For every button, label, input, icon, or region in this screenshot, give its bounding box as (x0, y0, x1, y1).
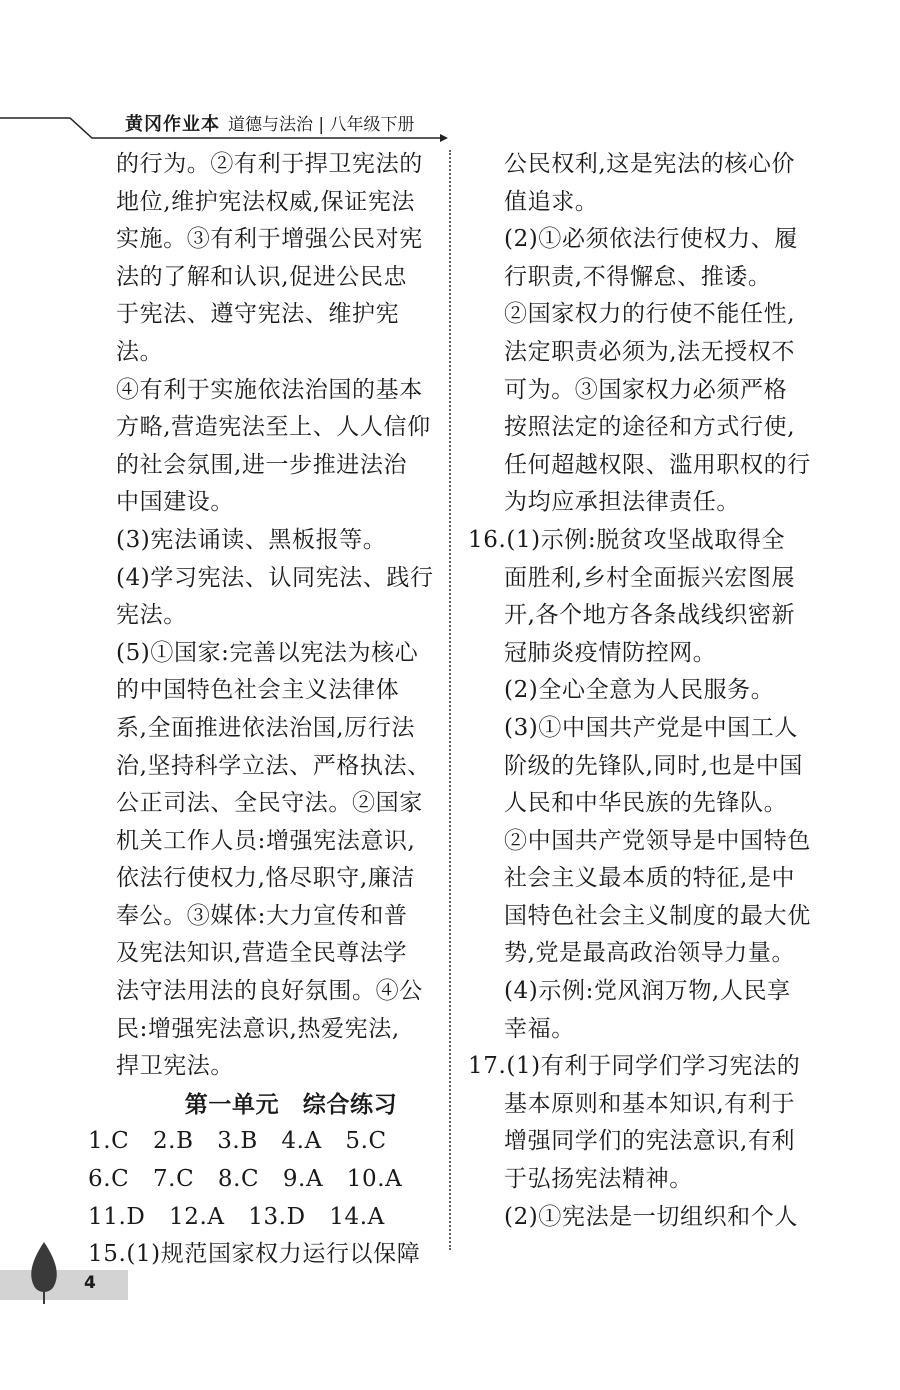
book-series-title: 黄冈作业本 (125, 114, 220, 135)
column-divider (449, 150, 451, 1250)
text-line: 依法行使权力,恪尽职守,廉洁 (116, 865, 416, 892)
text-line: 公民权利,这是宪法的核心价 (504, 151, 796, 177)
text-line: 法守法用法的良好氛围。④公 (116, 978, 423, 1005)
text-line: 值追求。 (504, 188, 599, 215)
page-number: 4 (84, 1273, 96, 1293)
text-line: ②国家权力的行使不能任性, (504, 301, 796, 328)
text-line: 法的了解和认识,促进公民忠 (116, 263, 408, 290)
text-line: 可为。③国家权力必须严格 (504, 376, 788, 403)
text-line: 增强同学们的宪法意识,有利 (504, 1128, 796, 1155)
text-line: 方略,营造宪法至上、人人信仰 (116, 414, 431, 441)
text-line: (5)①国家:完善以宪法为核心 (116, 639, 419, 666)
answer-line: 11.D 12.A 13.D 14.A (88, 1203, 385, 1230)
right-column (468, 146, 813, 1236)
text-line: 17.(1)有利于同学们学习宪法的 (468, 1053, 801, 1080)
text-line: 于宪法、遵守宪法、维护宪法。 (116, 301, 400, 365)
text-line: 行职责,不得懈怠、推诿。 (504, 263, 772, 290)
text-line: 幸福。 (504, 1015, 575, 1042)
text-line: 捍卫宪法。 (116, 1053, 234, 1080)
text-line: (4)示例:党风润万物,人民享 (504, 978, 791, 1005)
text-line: 宪法。 (116, 602, 187, 629)
text-line: (2)①宪法是一切组织和个人 (504, 1203, 798, 1230)
answer-line: 15.(1)规范国家权力运行以保障 (88, 1241, 421, 1268)
text-line: 社会主义最本质的特征,是中 (504, 865, 796, 892)
text-line: 实施。③有利于增强公民对宪 (116, 226, 423, 253)
text-line: 任何超越权限、滥用职权的行 (504, 451, 811, 478)
left-column (88, 146, 436, 1274)
text-line: 治,坚持科学立法、严格执法、 (116, 752, 431, 779)
leaf-icon (24, 1240, 64, 1306)
text-line: 冠肺炎疫情防控网。 (504, 639, 717, 666)
text-line: (2)全心全意为人民服务。 (504, 677, 775, 704)
text-line: 中国建设。 (116, 489, 234, 516)
text-line: 势,党是最高政治领导力量。 (504, 940, 796, 967)
text-line: 为均应承担法律责任。 (504, 489, 740, 516)
answer-line: 6.C 7.C 8.C 9.A 10.A (88, 1166, 403, 1193)
text-line: (3)宪法诵读、黑板报等。 (116, 526, 387, 553)
text-line: 的行为。②有利于捍卫宪法的 (116, 151, 423, 177)
text-line: 机关工作人员:增强宪法意识, (116, 827, 416, 854)
answer-line: 1.C 2.B 3.B 4.A 5.C (88, 1128, 387, 1155)
text-line: 人民和中华民族的先锋队。 (504, 790, 788, 817)
text-line: ④有利于实施依法治国的基本 (116, 376, 423, 403)
text-line: 民:增强宪法意识,热爱宪法, (116, 1015, 400, 1042)
footer-bar (0, 1270, 128, 1300)
text-line: 法定职责必须为,法无授权不 (504, 338, 796, 365)
text-line: 于弘扬宪法精神。 (504, 1166, 693, 1193)
text-line: (3)①中国共产党是中国工人 (504, 714, 798, 741)
running-header (125, 110, 455, 136)
text-line: 开,各个地方各条战线织密新 (504, 602, 796, 629)
section-heading: 第一单元 综合练习 (184, 1090, 398, 1118)
text-line: 国特色社会主义制度的最大优 (504, 902, 811, 929)
text-line: 的中国特色社会主义法律体 (116, 677, 400, 704)
book-subject: 道德与法治 | 八年级下册 (228, 115, 415, 135)
text-line: (2)①必须依法行使权力、履 (504, 226, 798, 253)
text-line: 基本原则和基本知识,有利于 (504, 1090, 796, 1117)
text-line: 阶级的先锋队,同时,也是中国 (504, 752, 804, 779)
text-line: 公正司法、全民守法。②国家 (116, 790, 423, 817)
text-line: 地位,维护宪法权威,保证宪法 (116, 188, 416, 215)
text-line: (4)学习宪法、认同宪法、践行 (116, 564, 434, 591)
text-line: 及宪法知识,营造全民尊法学 (116, 940, 408, 967)
text-line: 16.(1)示例:脱贫攻坚战取得全 (468, 526, 786, 553)
text-line: 系,全面推进依法治国,厉行法 (116, 714, 416, 741)
text-line: ②中国共产党领导是中国特色 (504, 827, 811, 854)
text-line: 奉公。③媒体:大力宣传和普 (116, 902, 408, 929)
text-line: 面胜利,乡村全面振兴宏图展 (504, 564, 796, 591)
text-line: 的社会氛围,进一步推进法治 (116, 451, 408, 478)
text-line: 按照法定的途径和方式行使, (504, 414, 796, 441)
